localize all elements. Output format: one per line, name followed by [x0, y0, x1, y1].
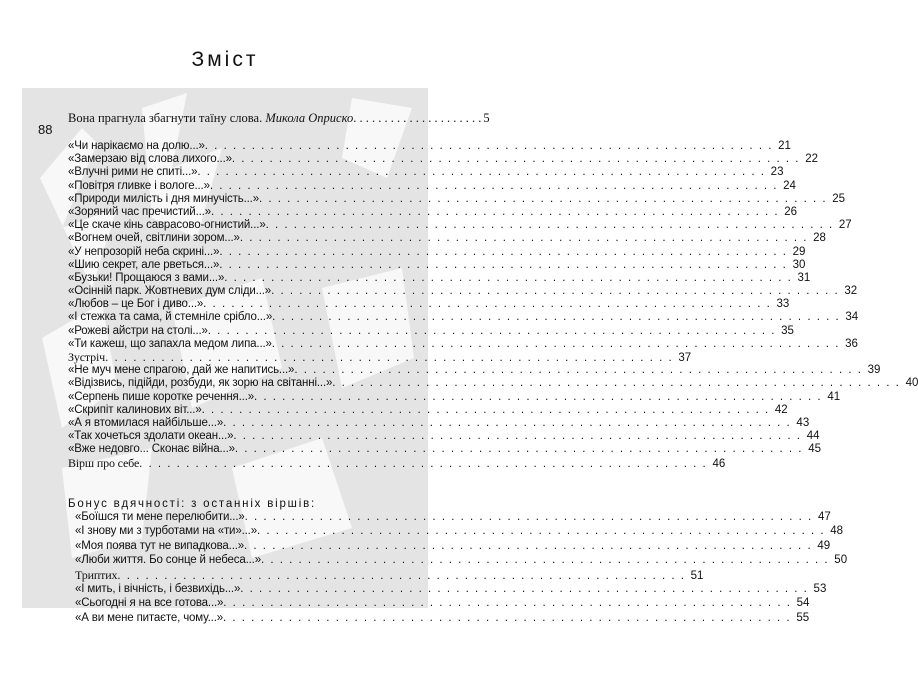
toc-entry: [68, 179, 796, 193]
toc-entry: [68, 364, 881, 377]
entry-page: 51: [690, 569, 704, 582]
leader-dots: . . . . . . . . . . . . . . . . . . . . . . . . . . . . . . . . . . . . . . . . . . . . . . . . . . . . . . . . . . . . .: [117, 569, 686, 582]
leader-dots: . . . . . . . . . . . . . . . . . . . . . . . . . . . . . . . . . . . . . . . . . . . . . . . . . . . . . . . . . . . . .: [294, 364, 863, 377]
entry-page: 21: [778, 140, 791, 152]
toc-entry: [68, 245, 806, 259]
entry-title: «Зоряний час пречистий...»: [68, 205, 211, 218]
entry-page: 34: [845, 311, 859, 324]
toc-entry: [75, 539, 831, 553]
entry-title: «Сьогодні я на все готова...»: [75, 597, 224, 610]
leader-dots: . . . . . . . . . . . . . . . . . . . . . . . . . . . . . . . . . . . . . . . . . . . . . . . . . . . . . . . . . . . . .: [332, 377, 901, 390]
leader-dots: . . . . . . . . . . . . . . . . . . . . . . . . . . . . . . . . . . . . . . . . . . . . . . . . . . . . . . . . . . . . .: [271, 285, 840, 298]
leader-dots: . . . . . . . . . . . . . . . . . . . . . . . . . . . . . . . . . . . . . . . . . . . . . . . . . . . . . . . . . . . . .: [139, 457, 708, 470]
toc-entry: [68, 153, 818, 166]
toc-entry: [68, 311, 859, 324]
leader-dots: . . . . . . . . . . . . . . . . . . . . . . . . . . . . . . . . . . . . . . . . . . . . . . . . . . . . . . . . . . . . .: [219, 258, 788, 271]
toc-entry: [68, 443, 821, 456]
entry-page: 31: [797, 271, 811, 284]
entry-title: «Не муч мене спрагою, дай же напитись...»: [68, 364, 295, 377]
entry-title: «Влучні рими не спиті...»: [68, 166, 198, 179]
entry-page: 53: [813, 582, 827, 595]
leader-dots: . . . . . . . . . . . . . . . . . . . . . . . . . . . . . . . . . . . . . . . . . . . . . . . . . . . . . . . . . . . . .: [239, 232, 808, 245]
toc-entry: [68, 258, 806, 272]
toc-list: [68, 140, 918, 470]
entry-page: 36: [845, 337, 858, 350]
toc-entry: [68, 232, 826, 245]
entry-title: «Природи милість і дня минучість...»: [68, 192, 259, 205]
entry-title: «Бузьки! Прощаюся з вами...»: [68, 271, 225, 284]
entry-title: Зустріч: [68, 350, 106, 364]
toc-entry: [68, 324, 794, 338]
toc-entry: [75, 596, 810, 610]
toc-entry: [68, 285, 858, 298]
leader-dots: . . . . . . . . . . . . . . . . . . . . . . . . . . . . . . . . . . . . . . . . . . . . . . . . . . . . . . . . . . . . .: [233, 430, 802, 443]
entry-page: 37: [678, 352, 692, 364]
entry-page: 46: [712, 457, 726, 470]
page-title: Зміст: [191, 48, 259, 71]
leader-dots: . . . . . . . . . . . . . . . . . . . . . . . . . . . . . . . . . . . . . . . . . . . . . . . . . . . . . . . . . . . . .: [271, 337, 840, 350]
leader-dots: . . . . . . . . . . . . . . . . . . . . . . . . . . . . . . . . . . . . . . . . . . . . . . . . . . . . . . . . . . . . .: [265, 219, 834, 232]
toc-entry: [68, 350, 692, 364]
entry-title: Вірш про себе: [68, 455, 140, 470]
toc-entry: [75, 611, 810, 625]
entry-page: 27: [838, 219, 852, 232]
entry-title: «Вже недовго... Сконає війна...»: [68, 443, 235, 456]
toc-entry: [75, 582, 827, 596]
leader-dots: . . . . . . . . . . . . . . . . . . . . . . . . . . . . . . . . . . . . . . . . . . . . . . . . . . . . . . . . . . . . .: [203, 298, 772, 311]
entry-title: «А я втомилася найбільше...»: [68, 416, 224, 429]
entry-page: 45: [808, 443, 821, 456]
entry-title: «У непрозорій неба скрині...»: [68, 245, 220, 258]
toc-entry: [75, 524, 844, 538]
page-number: 88: [38, 122, 53, 137]
entry-title: «Так хочеться здолати океан...»: [68, 430, 234, 443]
entry-page: 26: [784, 205, 798, 218]
leader-dots: . . . . . . . . . . . . . . . . . . . . . . . . . . . . . . . . . . . . . . . . . . . . . . . . . . . . . . . . . . . . .: [260, 554, 830, 567]
leader-dots: . . . . . . . . . . . . . . . . . . . . . . . . . . . . . . . . . . . . . . . . . . . . . . . . . . . . . . . . . . . . .: [223, 416, 792, 429]
entry-title: «Шию секрет, але рветься...»: [68, 258, 220, 271]
leader-dots: . . . . . . . . . . . . . . . . . . . . . . . . . . . . . . . . . . . . . . . . . . . . . . . . . . . . . . . . . . . . .: [210, 205, 780, 218]
entry-page: 33: [776, 298, 790, 311]
leader-dots: . . . . . . . . . . . . . . . . . . . . . . . . . . . . . . . . . . . . . . . . . . . . . . . . . . . . . . . . . . . . .: [256, 525, 826, 538]
entry-page: 29: [792, 245, 806, 258]
leader-dots: . . . . . . . . . . . . . . . . . . . . . . . . . . . . . . . . . . . . . . . . . . . . . . . . . . . . . . . . . . . . .: [244, 511, 813, 523]
entry-title: Триптих: [75, 567, 118, 582]
entry-title: «Серпень пише коротке речення...»: [68, 390, 254, 403]
leader-dots: . . . . . . . . . . . . . . . . . . . . . . . . . . . . . . . . . . . . . . . . . . . . . . . . . . . . . . . . . . . . .: [224, 271, 793, 284]
toc-entry: [68, 205, 798, 219]
entry-page: 42: [774, 403, 788, 416]
leader-dots: . . . . . . . . . . . . . . . . . . . . . . . . . . . . . . . . . . . . . . . . . . . . . . . . . . . . . . . . . . . . .: [244, 539, 813, 552]
entry-title: «Осінній парк. Жовтневих дум сліди...»: [68, 285, 272, 298]
entry-title: «Чи нарікаємо на долю...»: [68, 140, 205, 152]
leader-dots: . . . . . . . . . . . . . . . . . . . . . . . . . . . . . . . . . . . . . . . . . . . . . . . . . . . . . . . . . . . . .: [223, 611, 792, 624]
toc-entry: [68, 377, 918, 390]
entry-title: «Скрипіт калинових віт...»: [68, 403, 202, 416]
leader-dots: . . . . . . . . . . . . . . . . . . . . . . . . . . . . . . . . . . . . . . . . . . . . . . . . . . . . . . . . . . . . .: [258, 192, 828, 205]
entry-page: 43: [796, 416, 810, 429]
intro-author: Микола Оприско: [265, 111, 354, 125]
toc-entry: [68, 140, 791, 153]
entry-title: «І мить, і вічність, і безвихідь...»: [75, 582, 241, 595]
leader-dots: . . . . . . . . . . . . . . . . . . . . .: [353, 111, 482, 125]
entry-title: «І знову ми з турботами на «ти»...»: [75, 525, 257, 538]
entry-title: «Відізвись, підійди, розбуди, як зорю на світанні...»: [68, 377, 333, 390]
entry-page: 39: [867, 364, 881, 377]
entry-title: «Вогнем очей, світлини зором...»: [68, 232, 240, 245]
toc-entry: [75, 567, 704, 582]
entry-page: 22: [805, 153, 818, 166]
entry-page: 55: [796, 611, 810, 624]
entry-title: «Це скаче кінь саврасово-огнистий...»: [68, 219, 266, 232]
toc-entry: [68, 390, 841, 404]
toc-entry: [68, 166, 784, 179]
leader-dots: . . . . . . . . . . . . . . . . . . . . . . . . . . . . . . . . . . . . . . . . . . . . . . . . . . . . . . . . . . . . .: [209, 179, 778, 192]
entry-title: «Повітря гливке і вологе...»: [68, 179, 210, 192]
toc-entry: [68, 416, 810, 430]
bonus-toc-list: [75, 510, 848, 625]
bonus-title: Бонус вдячності: з останніх віршів:: [68, 498, 316, 510]
entry-title: «Рожеві айстри на столі...»: [68, 324, 208, 337]
entry-page: 41: [827, 390, 841, 403]
leader-dots: . . . . . . . . . . . . . . . . . . . . . . . . . . . . . . . . . . . . . . . . . . . . . . . . . . . . . . . . . . . . .: [197, 166, 766, 179]
entry-title: «Люби життя. Бо сонце й небеса...»: [75, 554, 261, 567]
entry-page: 28: [813, 232, 826, 245]
leader-dots: . . . . . . . . . . . . . . . . . . . . . . . . . . . . . . . . . . . . . . . . . . . . . . . . . . . . . . . . . . . . .: [105, 352, 674, 364]
entry-title: «Ти кажеш, що запахла медом липа...»: [68, 337, 272, 350]
toc-entry: [68, 219, 852, 232]
entry-title: «Боїшся ти мене перелюбити...»: [75, 511, 245, 523]
toc-entry: [68, 430, 820, 443]
leader-dots: . . . . . . . . . . . . . . . . . . . . . . . . . . . . . . . . . . . . . . . . . . . . . . . . . . . . . . . . . . . . .: [240, 582, 809, 595]
entry-page: 23: [770, 166, 784, 179]
leader-dots: . . . . . . . . . . . . . . . . . . . . . . . . . . . . . . . . . . . . . . . . . . . . . . . . . . . . . . . . . . . . .: [254, 390, 823, 403]
entry-page: 32: [844, 285, 858, 298]
entry-page: 44: [806, 430, 820, 443]
entry-page: 47: [817, 511, 831, 523]
entry-title: «Замерзаю від слова лихого...»: [68, 153, 232, 166]
leader-dots: . . . . . . . . . . . . . . . . . . . . . . . . . . . . . . . . . . . . . . . . . . . . . . . . . . . . . . . . . . . . .: [234, 443, 803, 456]
entry-page: 24: [783, 179, 796, 192]
toc-entry: [68, 403, 788, 417]
entry-page: 48: [830, 525, 844, 538]
toc-entry: [75, 510, 831, 524]
leader-dots: . . . . . . . . . . . . . . . . . . . . . . . . . . . . . . . . . . . . . . . . . . . . . . . . . . . . . . . . . . . . .: [272, 311, 841, 324]
intro-entry: [68, 111, 490, 126]
entry-title: «І стежка та сама, й стемніле срібло...»: [68, 311, 273, 324]
entry-page: 54: [796, 597, 810, 610]
entry-page: 49: [817, 539, 831, 552]
leader-dots: . . . . . . . . . . . . . . . . . . . . . . . . . . . . . . . . . . . . . . . . . . . . . . . . . . . . . . . . . . . . .: [223, 597, 792, 610]
leader-dots: . . . . . . . . . . . . . . . . . . . . . . . . . . . . . . . . . . . . . . . . . . . . . . . . . . . . . . . . . . . . .: [201, 403, 770, 416]
toc-entry: [68, 337, 858, 351]
intro-page: 5: [483, 111, 490, 125]
entry-page: 25: [832, 192, 846, 205]
entry-page: 40: [905, 377, 918, 390]
intro-text: Вона прагнула збагнути таїну слова. Микола Оприско: [68, 111, 354, 125]
toc-entry: [75, 553, 848, 567]
entry-title: «А ви мене питаєте, чому...»: [75, 611, 224, 624]
toc-entry: [68, 192, 846, 206]
entry-page: 30: [792, 258, 806, 271]
toc-entry: [68, 298, 790, 311]
leader-dots: . . . . . . . . . . . . . . . . . . . . . . . . . . . . . . . . . . . . . . . . . . . . . . . . . . . . . . . . . . . . .: [231, 153, 800, 166]
leader-dots: . . . . . . . . . . . . . . . . . . . . . . . . . . . . . . . . . . . . . . . . . . . . . . . . . . . . . . . . . . . . .: [204, 140, 773, 152]
toc-entry: [68, 271, 811, 285]
entry-title: «Любов – це Бог і диво...»: [68, 298, 204, 311]
leader-dots: . . . . . . . . . . . . . . . . . . . . . . . . . . . . . . . . . . . . . . . . . . . . . . . . . . . . . . . . . . . . .: [207, 324, 776, 337]
toc-entry: [68, 455, 726, 470]
leader-dots: . . . . . . . . . . . . . . . . . . . . . . . . . . . . . . . . . . . . . . . . . . . . . . . . . . . . . . . . . . . . .: [219, 245, 788, 258]
entry-page: 50: [834, 554, 848, 567]
entry-title: «Моя поява тут не випадкова...»: [75, 539, 245, 552]
entry-page: 35: [781, 324, 794, 337]
